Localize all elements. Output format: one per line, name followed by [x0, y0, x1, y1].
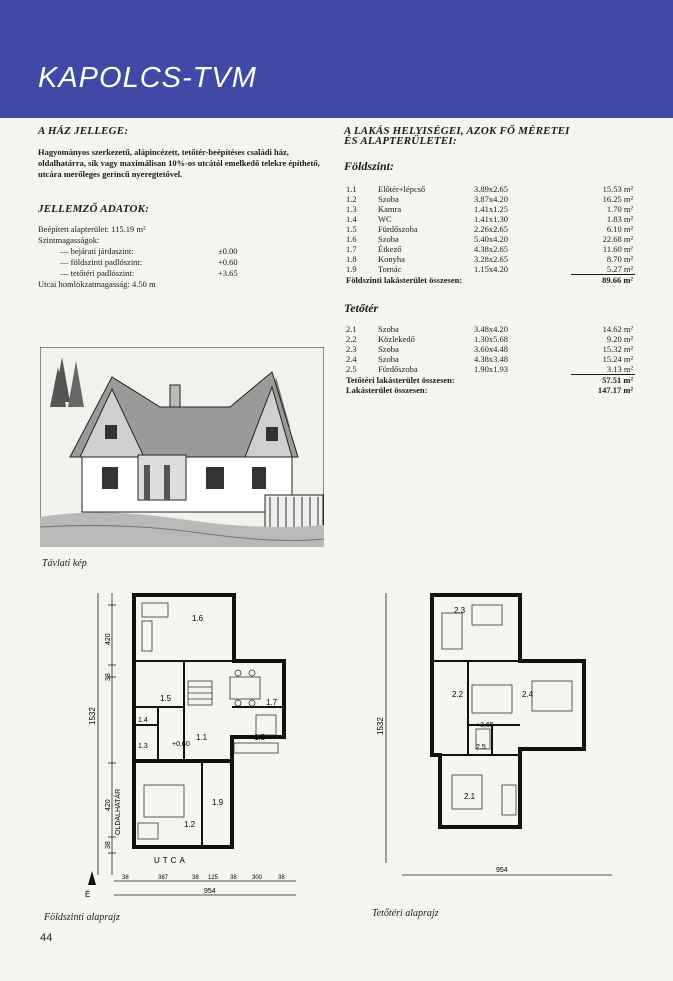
room-name: Előtér+lépcső — [378, 184, 426, 194]
room-area: 11.60 m² — [602, 244, 633, 254]
dim-top-left: 420 — [105, 633, 112, 645]
room-name: Szoba — [378, 354, 399, 364]
room-row — [344, 194, 635, 204]
room-2-2: 2.2 — [452, 690, 464, 699]
room-row — [344, 224, 635, 234]
room-row — [344, 324, 635, 334]
room-row — [344, 254, 635, 264]
dim-w5: 38 — [230, 875, 237, 881]
dim-w1: 38 — [122, 875, 129, 881]
total-sum — [344, 385, 635, 395]
dim-total-attic: 1532 — [376, 717, 385, 735]
room-row — [344, 364, 635, 375]
room-dim: 5.40x4.20 — [474, 234, 508, 244]
lakas-heading-2: ÉS ALAPTERÜLETEI: — [344, 135, 457, 147]
level-value: +0.60 — [218, 257, 238, 267]
room-num: 1.9 — [346, 264, 357, 275]
room-dim: 1.90x1.93 — [474, 364, 508, 375]
lakas-heading-1: A LAKÁS HELYISÉGEI, AZOK FŐ MÉRETEI — [344, 125, 570, 137]
room-area: 15.32 m² — [602, 344, 633, 354]
jelleg-heading: A HÁZ JELLEGE: — [38, 125, 129, 137]
level-value: +3.65 — [218, 268, 238, 278]
room-name: Szoba — [378, 234, 399, 244]
room-row — [344, 344, 635, 354]
room-2-4: 2.4 — [522, 690, 534, 699]
room-dim: 1.30x5.68 — [474, 334, 508, 344]
dim-bottom-left: 420 — [105, 799, 112, 811]
room-row — [344, 334, 635, 344]
ground-plan-caption: Földszinti alaprajz — [44, 912, 120, 923]
room-name: Étkező — [378, 244, 402, 254]
dim-mid-left: 38 — [105, 673, 112, 681]
room-num: 1.5 — [346, 224, 357, 234]
teto-sum-value: 57.51 m² — [602, 375, 633, 385]
teto-title: Tetőtér — [344, 301, 379, 315]
teto-table — [344, 324, 635, 395]
jelleg-text: Hagyományos szerkezetű, alápincézett, tetőtér-beépítéses családi ház, oldalhatárra, sík vagy maximálisan 10%-os utcától emelkedő telekre építhető, utcára merőleges gerincű nyeregtetővel. — [38, 147, 320, 179]
attic-plan-caption: Tetőtéri alaprajz — [372, 908, 439, 919]
total-sum-label: Lakásterület összesen: — [346, 385, 428, 395]
room-num: 1.1 — [346, 184, 357, 194]
foldszint-sum — [344, 275, 635, 286]
room-2-5: 2.5 — [476, 744, 486, 751]
room-num: 1.2 — [346, 194, 357, 204]
room-area: 5.27 m² — [571, 264, 635, 275]
level-label: — bejárati járdaszint: — [60, 246, 134, 256]
room-dim: 3.87x4.20 — [474, 194, 508, 204]
room-area: 3.13 m² — [571, 364, 635, 375]
dim-w4: 125 — [208, 875, 219, 881]
room-name: Konyha — [378, 254, 405, 264]
room-row — [344, 234, 635, 244]
room-num: 1.4 — [346, 214, 357, 224]
room-name: WC — [378, 214, 392, 224]
room-name: Tornác — [378, 264, 402, 275]
room-dim: 3.89x2.65 — [474, 184, 508, 194]
dim-total-left: 1532 — [88, 707, 97, 725]
room-num: 2.4 — [346, 354, 357, 364]
level-row — [60, 246, 238, 257]
teto-sum-label: Tetőtéri lakásterület összesen: — [346, 374, 455, 385]
built-area: Beépített alapterület: 115.19 m² — [38, 224, 146, 234]
dim-w2: 387 — [158, 875, 169, 881]
level-label: — földszinti padlószint: — [60, 257, 143, 267]
room-1-3: 1.3 — [138, 743, 148, 750]
room-num: 1.7 — [346, 244, 357, 254]
page-title: KAPOLCS-TVM — [38, 62, 257, 94]
room-name: Fürdőszoba — [378, 364, 418, 375]
room-name: Szoba — [378, 194, 399, 204]
room-dim: 3.48x4.20 — [474, 324, 508, 334]
room-1-5: 1.5 — [160, 694, 172, 703]
room-row — [344, 354, 635, 364]
adatok-heading: JELLEMZŐ ADATOK: — [38, 203, 150, 215]
room-dim: 1.15x4.20 — [474, 264, 508, 275]
room-name: Szoba — [378, 344, 399, 354]
room-area: 15.53 m² — [602, 184, 633, 194]
foldszint-table — [344, 184, 635, 285]
room-row — [344, 244, 635, 254]
side-boundary: OLDALHATÁR — [115, 788, 122, 835]
left-column — [38, 126, 328, 290]
dim-w6: 300 — [252, 875, 263, 881]
dim-small-left: 38 — [105, 841, 112, 849]
ground-floor-plan — [84, 585, 306, 910]
room-num: 2.1 — [346, 324, 357, 334]
title-banner — [0, 0, 673, 118]
dim-w7: 38 — [278, 875, 285, 881]
level-row — [60, 257, 238, 268]
dim-width-total: 954 — [204, 888, 216, 895]
room-num: 2.5 — [346, 364, 357, 375]
room-row — [344, 184, 635, 194]
room-num: 1.6 — [346, 234, 357, 244]
north-label: É — [85, 890, 91, 899]
level-ground: +0,60 — [172, 741, 190, 748]
room-1-9: 1.9 — [212, 798, 224, 807]
dim-w3: 38 — [192, 875, 199, 881]
room-dim: 4.38x3.48 — [474, 354, 508, 364]
foldszint-title: Földszint: — [344, 159, 395, 173]
room-area: 6.10 m² — [606, 224, 633, 234]
page-number: 44 — [40, 932, 53, 944]
room-name: Kamra — [378, 204, 402, 214]
room-num: 1.3 — [346, 204, 357, 214]
level-row — [60, 268, 238, 279]
room-area: 1.70 m² — [606, 204, 633, 214]
room-dim: 3.28x2.65 — [474, 254, 508, 264]
room-2-3: 2.3 — [454, 606, 466, 615]
room-area: 22.68 m² — [602, 234, 633, 244]
teto-sum — [344, 375, 635, 386]
facade-height: Utcai homlokzatmagasság: 4.50 m — [38, 279, 156, 289]
level-value: ±0.00 — [218, 246, 238, 256]
room-area: 15.24 m² — [602, 354, 633, 364]
room-row — [344, 264, 635, 275]
room-name: Közlekedő — [378, 334, 415, 344]
dim-width-total-attic: 954 — [496, 867, 508, 874]
room-row — [344, 204, 635, 214]
room-area: 14.62 m² — [602, 324, 633, 334]
foldszint-sum-label: Földszinti lakásterület összesen: — [346, 274, 463, 285]
foldszint-sum-value: 89.66 m² — [602, 275, 633, 285]
room-1-8: 1.8 — [254, 733, 266, 742]
room-num: 2.2 — [346, 334, 357, 344]
level-label: — tetőtéri padlószint: — [60, 268, 135, 278]
room-num: 1.8 — [346, 254, 357, 264]
levels-table — [60, 246, 238, 279]
view-caption: Távlati kép — [42, 558, 87, 569]
room-1-2: 1.2 — [184, 820, 196, 829]
room-1-7: 1.7 — [266, 698, 278, 707]
room-area: 1.83 m² — [606, 214, 633, 224]
room-area: 16.25 m² — [602, 194, 633, 204]
room-1-1: 1.1 — [196, 733, 208, 742]
room-row — [344, 214, 635, 224]
room-dim: 1.41x1.25 — [474, 204, 508, 214]
room-name: Fürdőszoba — [378, 224, 418, 234]
room-1-6: 1.6 — [192, 614, 204, 623]
room-name: Szoba — [378, 324, 399, 334]
room-dim: 3.60x4.48 — [474, 344, 508, 354]
total-sum-value: 147.17 m² — [597, 385, 633, 395]
room-2-1: 2.1 — [464, 792, 476, 801]
room-dim: 1.41x1.30 — [474, 214, 508, 224]
right-column — [344, 126, 636, 395]
room-area: 9.20 m² — [606, 334, 633, 344]
room-area: 8.70 m² — [606, 254, 633, 264]
level-attic: +3,65 — [476, 722, 494, 729]
room-dim: 2.26x2.65 — [474, 224, 508, 234]
attic-floor-plan — [372, 585, 632, 885]
room-num: 2.3 — [346, 344, 357, 354]
room-1-4: 1.4 — [138, 717, 148, 724]
room-dim: 4.38x2.65 — [474, 244, 508, 254]
levels-label: Szintmagasságok: — [38, 235, 100, 245]
perspective-view — [40, 347, 324, 547]
street-label: UTCA — [154, 856, 188, 865]
